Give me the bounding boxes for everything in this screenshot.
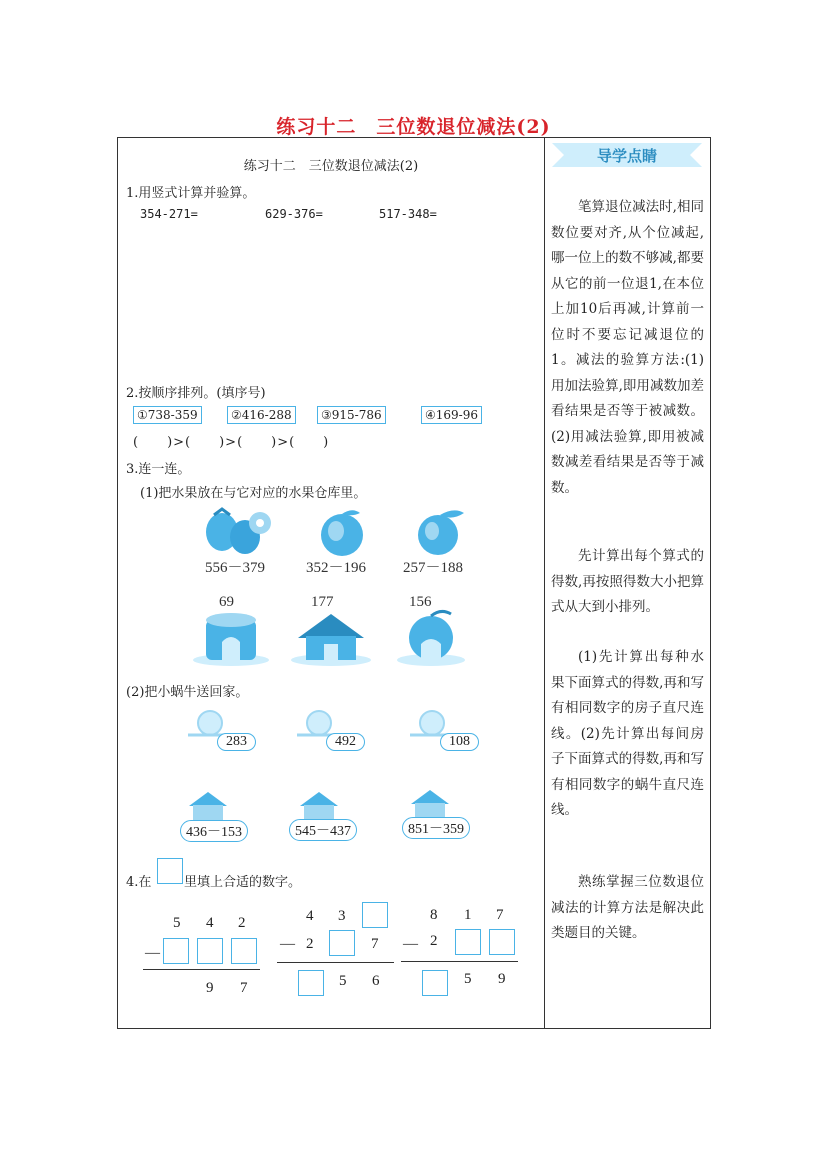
- house-num-3: 156: [409, 594, 432, 610]
- page-title: 练习十二 三位数退位减法(2): [276, 116, 551, 138]
- q2-answer-blanks[interactable]: ( )>( )>( )>( ): [133, 435, 330, 450]
- p2-rule: [277, 962, 394, 963]
- snail-num-1: 283: [217, 733, 256, 751]
- p1-top-hundreds: 5: [173, 915, 181, 931]
- fruit-expr-2: 352－196: [306, 560, 367, 576]
- house-icon: [185, 790, 231, 822]
- snail-num-3: 108: [440, 733, 479, 751]
- peach-icon: [312, 505, 372, 557]
- p3-top-ones: 7: [496, 907, 504, 923]
- tip-q3: (1)先计算出每种水果下面算式的得数,再和写有相同数字的房子直尺连线。(2)先计算出每间房子下面算式的得数,再和写有相同数字的蜗牛直尺连线。: [551, 649, 704, 818]
- column-divider: [544, 137, 545, 1028]
- house-num-2: 177: [311, 594, 334, 610]
- house-num-1: 69: [219, 594, 234, 610]
- q4-title-after: 里填上合适的数字。: [184, 875, 302, 890]
- p2-mid-hundreds: 2: [306, 936, 314, 952]
- q2-option-3: ③915-786: [317, 406, 386, 424]
- p2-box-top-ones[interactable]: [362, 902, 388, 928]
- p3-box-mid-tens[interactable]: [455, 929, 481, 955]
- p1-result-ones: 7: [240, 980, 248, 996]
- p2-top-hundreds: 4: [306, 908, 314, 924]
- p3-top-tens: 1: [464, 907, 472, 923]
- q1-title: 1.用竖式计算并验算。: [126, 186, 256, 201]
- p1-result-tens: 9: [206, 980, 214, 996]
- q2-option-1: ①738-359: [133, 406, 202, 424]
- p2-minus-sign: —: [280, 936, 295, 952]
- q1-item-3: 517-348=: [379, 207, 437, 221]
- tip-q1: 笔算退位减法时,相同数位要对齐,从个位减起,哪一位上的数不够减,都要从它的前一位退1,在本位上加10后再减,计算前一位时不要忘记减退位的1。减法的验算方法:(1)用加法验算,即用减数加差看结果是否等于被减数。(2)用减法验算,即用被减数减差看结果是否等于减数。: [551, 199, 704, 496]
- p2-result-ones: 6: [372, 973, 380, 989]
- q2-option-2: ②416-288: [227, 406, 296, 424]
- p3-top-hundreds: 8: [430, 907, 438, 923]
- worksheet-subtitle: 练习十二 三位数退位减法(2): [243, 159, 419, 174]
- cottage-house-icon: [290, 608, 372, 666]
- strawberry-icon: [200, 505, 275, 557]
- house-icon: [407, 788, 453, 820]
- p2-box-mid-tens[interactable]: [329, 930, 355, 956]
- p3-box-mid-ones[interactable]: [489, 929, 515, 955]
- p3-mid-hundreds: 2: [430, 933, 438, 949]
- q3-part1: (1)把水果放在与它对应的水果仓库里。: [140, 486, 367, 501]
- q4-title-box: [157, 858, 183, 884]
- p1-box-hundreds[interactable]: [163, 938, 189, 964]
- q4-title-before: 4.在: [126, 875, 152, 890]
- q2-title: 2.按顺序排列。(填序号): [126, 386, 266, 401]
- p3-result-tens: 5: [464, 971, 472, 987]
- q3-part2: (2)把小蜗牛送回家。: [126, 685, 249, 700]
- p2-top-tens: 3: [338, 908, 346, 924]
- fruit-expr-3: 257－188: [403, 560, 464, 576]
- house-expr-2: 545－437: [289, 819, 357, 841]
- fruit-house-icon: [395, 608, 467, 666]
- p1-top-ones: 2: [238, 915, 246, 931]
- stump-house-icon: [192, 608, 270, 666]
- q1-item-2: 629-376=: [265, 207, 323, 221]
- tip-q2: 先计算出每个算式的得数,再按照得数大小把算式从大到小排列。: [551, 548, 704, 615]
- fruit-expr-1: 556－379: [205, 560, 266, 576]
- p3-rule: [401, 961, 518, 962]
- p1-top-tens: 4: [206, 915, 214, 931]
- house-icon: [296, 790, 342, 822]
- p2-mid-ones: 7: [371, 936, 379, 952]
- p3-box-result-hundreds[interactable]: [422, 970, 448, 996]
- q1-item-1: 354-271=: [140, 207, 198, 221]
- p2-result-tens: 5: [339, 973, 347, 989]
- q2-option-4: ④169-96: [421, 406, 482, 424]
- house-expr-3: 851－359: [402, 817, 470, 839]
- p1-box-ones[interactable]: [231, 938, 257, 964]
- p3-minus-sign: —: [403, 936, 418, 952]
- house-expr-1: 436－153: [180, 820, 248, 842]
- p1-rule: [143, 969, 260, 970]
- q3-title: 3.连一连。: [126, 462, 191, 477]
- apple-icon: [410, 505, 470, 557]
- snail-num-2: 492: [326, 733, 365, 751]
- p1-minus-sign: —: [145, 945, 160, 961]
- p2-box-result-hundreds[interactable]: [298, 970, 324, 996]
- tip-q4: 熟练掌握三位数退位减法的计算方法是解决此类题目的关键。: [551, 874, 704, 941]
- p1-box-tens[interactable]: [197, 938, 223, 964]
- sidebar-banner: 导学点睛: [596, 147, 657, 165]
- p3-result-ones: 9: [498, 971, 506, 987]
